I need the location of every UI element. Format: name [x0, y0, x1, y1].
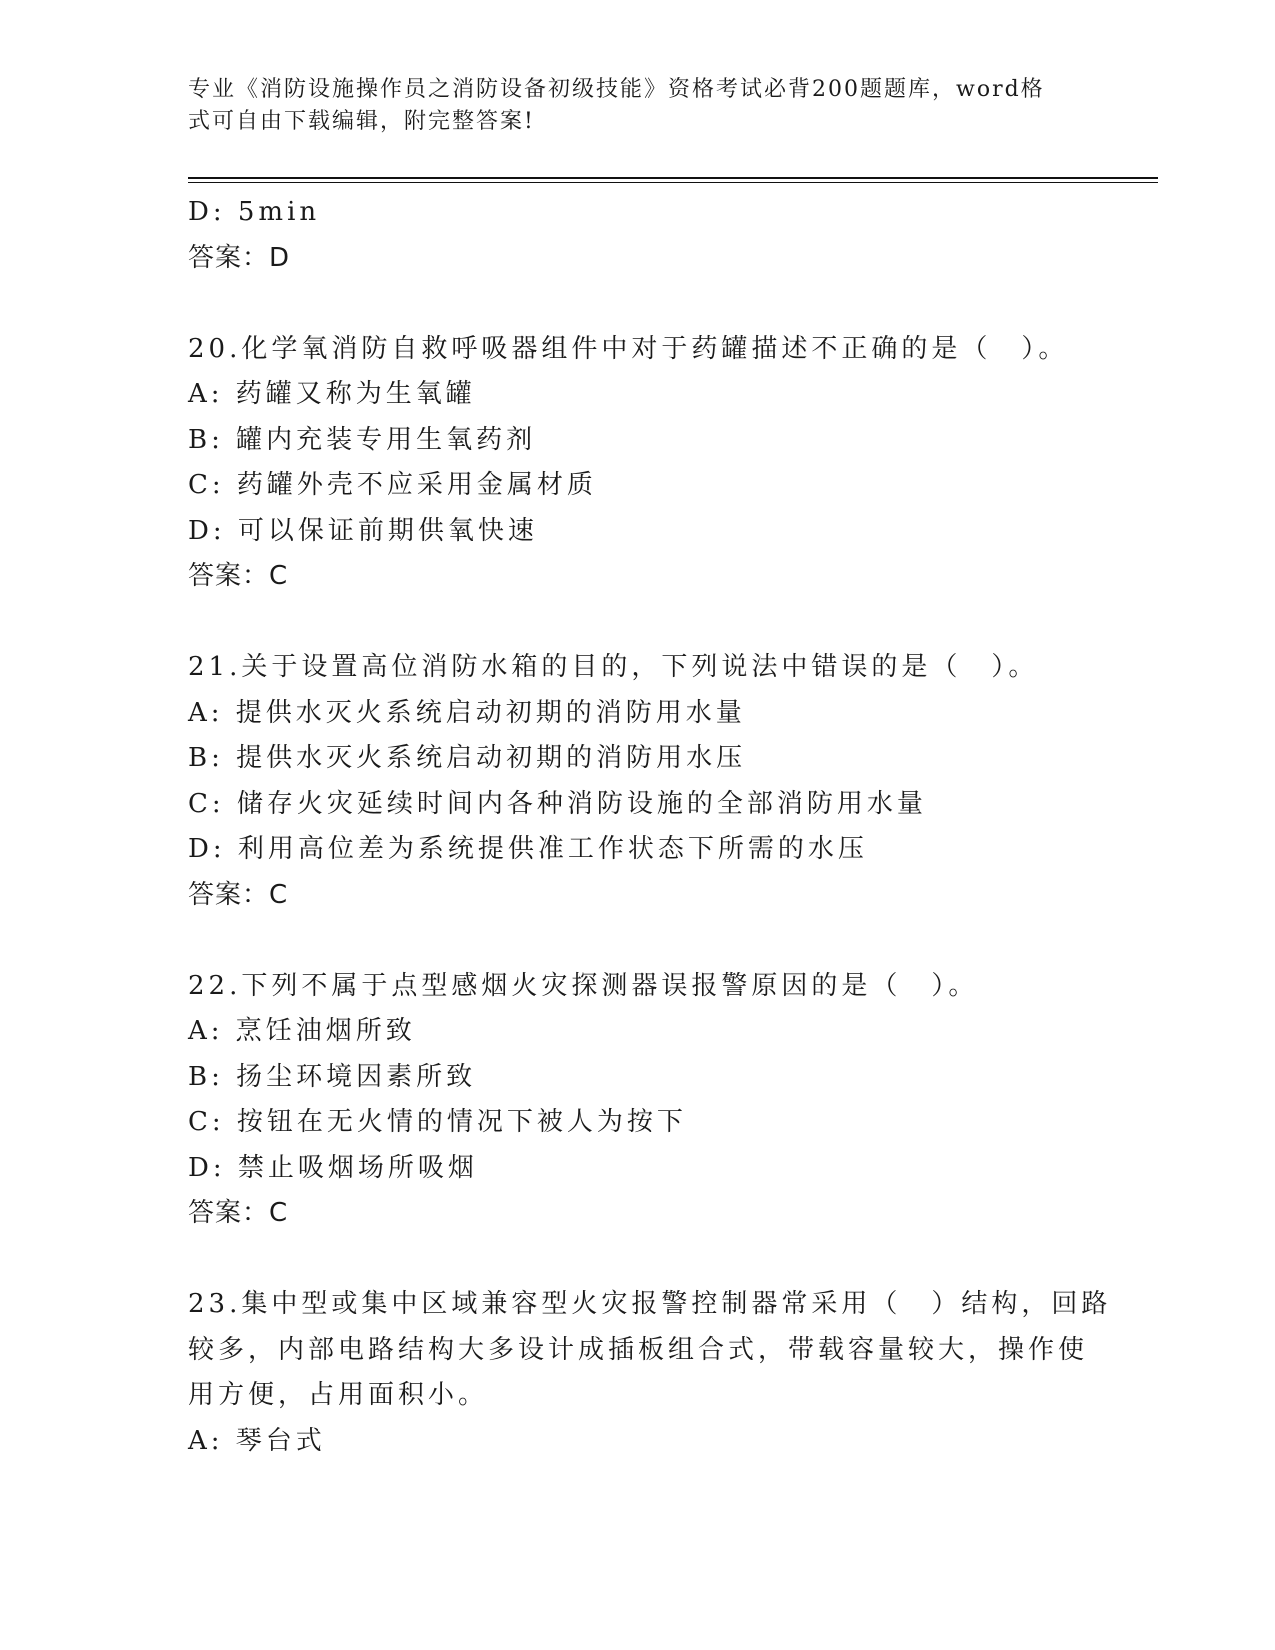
spacer	[188, 281, 1088, 327]
option-b: B: 提供水灭火系统启动初期的消防用水压	[188, 743, 747, 773]
question-21	[188, 645, 1088, 918]
header-line-1: 专业《消防设施操作员之消防设备初级技能》资格考试必背200题题库，word格	[188, 77, 1045, 102]
prev-option-d: D: 5min	[188, 197, 321, 227]
header-line-2: 式可自由下载编辑，附完整答案!	[188, 109, 535, 134]
question-20	[188, 327, 1088, 600]
question-stem-line-3: 用方便，占用面积小。	[188, 1380, 489, 1410]
header-rule-thin	[188, 182, 1158, 183]
prev-answer: 答案：D	[188, 242, 291, 273]
option-d: D: 利用高位差为系统提供准工作状态下所需的水压	[188, 834, 868, 864]
option-a: A: 提供水灭火系统启动初期的消防用水量	[188, 697, 746, 728]
document-header	[188, 74, 1088, 138]
answer: 答案：C	[188, 1198, 289, 1228]
option-b: B: 罐内充装专用生氧药剂	[188, 424, 537, 455]
answer: 答案：C	[188, 561, 289, 591]
option-a: A: 烹饪油烟所致	[188, 1016, 416, 1046]
option-c: C: 按钮在无火情的情况下被人为按下	[188, 1107, 687, 1137]
question-23	[188, 1282, 1112, 1464]
question-list	[188, 190, 1112, 1464]
spacer	[188, 918, 1088, 964]
question-stem: 21.关于设置高位消防水箱的目的，下列说法中错误的是（ ）。	[188, 652, 1039, 682]
option-d: D: 可以保证前期供氧快速	[188, 515, 538, 546]
option-a: A: 药罐又称为生氧罐	[188, 379, 476, 409]
question-22	[188, 964, 1088, 1237]
option-c: C: 储存火灾延续时间内各种消防设施的全部消防用水量	[188, 788, 927, 819]
spacer	[188, 1237, 1088, 1283]
option-c: C: 药罐外壳不应采用金属材质	[188, 470, 597, 500]
question-stem: 20.化学氧消防自救呼吸器组件中对于药罐描述不正确的是（ ）。	[188, 333, 1069, 364]
question-stem: 22.下列不属于点型感烟火灾探测器误报警原因的是（ ）。	[188, 970, 979, 1001]
header-rule-thick	[188, 177, 1158, 179]
option-b: B: 扬尘环境因素所致	[188, 1061, 477, 1092]
option-d: D: 禁止吸烟场所吸烟	[188, 1152, 478, 1183]
question-stem-line-2: 较多，内部电路结构大多设计成插板组合式，带载容量较大，操作使	[188, 1334, 1089, 1365]
answer: 答案：C	[188, 879, 289, 910]
option-a: A: 琴台式	[188, 1425, 326, 1456]
spacer	[188, 600, 1088, 646]
question-stem-line-1: 23.集中型或集中区域兼容型火灾报警控制器常采用（ ）结构，回路	[188, 1289, 1112, 1319]
